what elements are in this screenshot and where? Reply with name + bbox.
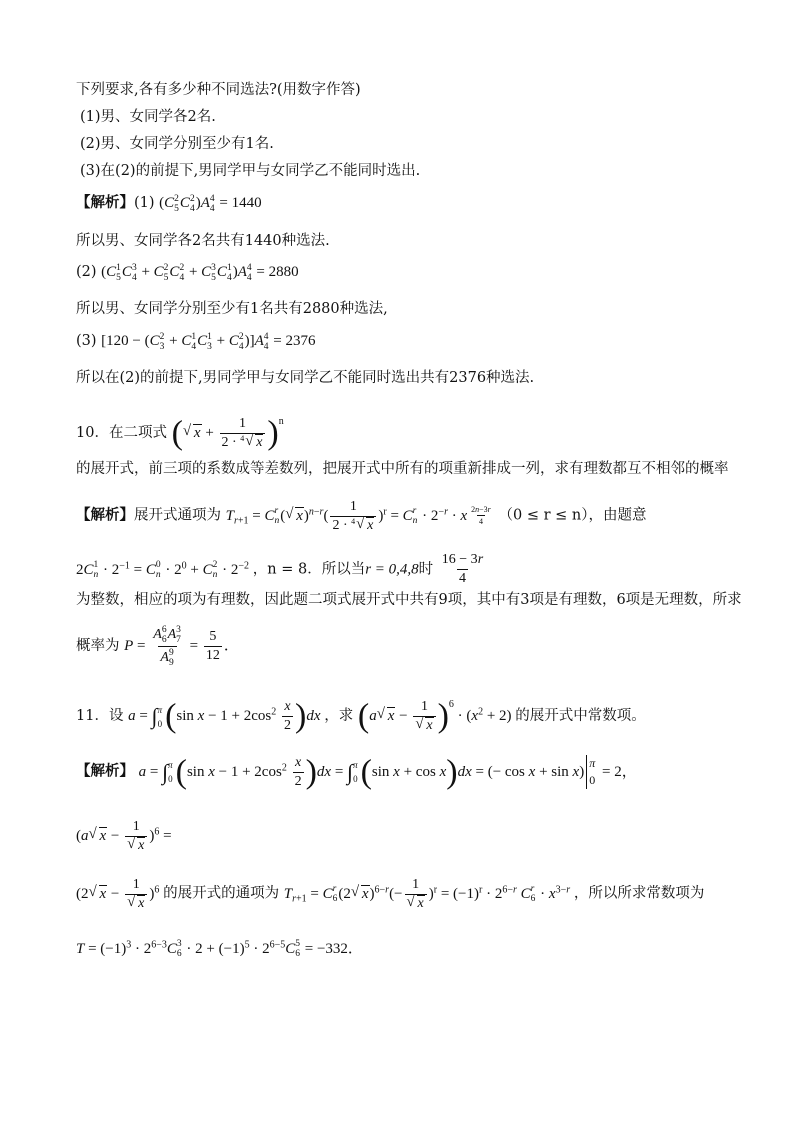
solution-11-final: $T = (-1)^3 \cdot 2^{6-3}C$ 3 6 · $2 + (-1)^5 \cdot 2^{6-5}C$ 5 6 = −332．: [76, 939, 363, 960]
solution-10-general-term-label: 展开式通项为: [134, 507, 221, 524]
question-3: (3)在(2)的前提下,男同学甲与女同学乙不能同时选出.: [80, 163, 421, 179]
solution-10-n-value: ，n = 8．所以当: [252, 561, 366, 578]
problem-11-middle: ，求: [324, 708, 354, 724]
solution-10-line-4: [76, 625, 239, 668]
problem-10-binomial: (√ x + 1 2 · 4 √ x )$^n$: [172, 425, 284, 441]
solution-10-line-1: [76, 495, 647, 533]
solution-11-line-2: [76, 812, 172, 852]
answer-1-prefix: (1): [134, 195, 155, 211]
solution-10-prob-den: 12: [205, 648, 220, 663]
solution-11-line-1: [76, 746, 637, 790]
solution-10-exponent: $\frac{16 - 3r}{4}$: [441, 552, 484, 586]
solution-2-line: [76, 262, 299, 283]
question-1: (1)男、女同学各2名.: [80, 109, 216, 125]
solution-10-condition: （0 ≤ r ≤ n），由题意: [498, 507, 647, 524]
solution-10-when: 时: [418, 561, 434, 578]
problem-11-integral: a = ∫ π 0 (sin $x - 1 + 2\cos^2$ $\frac{x}{2}$ )dx: [128, 697, 321, 735]
solution-10-equation: 2C 1 n · $2^{-1} = C$ 0 n · $2^0 + C$ 2 n · $2^{-2}$: [76, 560, 250, 581]
answer-3-text: 所以在(2)的前提下,男同学甲与女同学乙不能同时选出共有2376种选法.: [76, 370, 535, 386]
answer-3-total: 120: [106, 333, 129, 349]
solution-10-general-term: $T_{r+1} = C$ r n (√ x)$^{n-r}$( 1 2 · 4 √ x )$^r$ = C r n · $2^{-r} \cdot x$ $\frac{2n-3r}{4}$: [226, 508, 499, 524]
answer-3-formula: [120 − (C 2 3 + C 1 4 C 1 3 + C 2 4 )]A 4 4 = 2376: [101, 331, 316, 352]
problem-10-prefix: 在二项式: [108, 425, 167, 441]
solution-11-conclusion-label: ，所以所求常数项为: [573, 885, 705, 902]
problem-11-prefix: 设: [108, 708, 124, 724]
problem-10-number: 10．: [76, 425, 109, 441]
problem-11-expression: (a√ x − 1 √ x )$^6 \cdot (x^2 + 2)$: [358, 708, 515, 724]
intro-text: 下列要求,各有多少种不同选法?(用数字作答): [76, 82, 361, 98]
answer-2-result: 2880: [268, 264, 299, 280]
problem-11-statement: [76, 685, 646, 735]
solution-10-label: 【解析】: [76, 506, 134, 524]
problem-10-statement: [76, 404, 284, 452]
solution-11-binomial: (2√ x − 1 √ x )$^6$: [76, 886, 163, 902]
solution-11-integral: a = ∫ π 0 (sin $x - 1 + 2\cos^2$ $\frac{x}{2}$ )dx = ∫ π 0 (sin x + cos x)dx = (− cos x + sin x) π 0 = 2，: [138, 753, 637, 791]
solution-11-label: 【解析】: [76, 762, 134, 780]
answer-2-text: 所以男、女同学分别至少有1名共有2880种选法,: [76, 301, 388, 317]
solution-1-line: [76, 193, 262, 214]
solution-11-a-value: 2: [614, 763, 622, 780]
solution-10-line-2: [76, 549, 487, 586]
answer-3-prefix: (3): [76, 333, 97, 349]
answer-1-result: 1440: [231, 195, 262, 211]
problem-10-continuation: 的展开式，前三项的系数成等差数列，把展开式中所有的项重新排成一列，求有理数都互不相邻的概率: [76, 461, 729, 477]
solution-11-line-4: [76, 931, 363, 959]
solution-3-line: [76, 331, 316, 352]
solution-11-answer: −332: [316, 940, 348, 957]
answer-3-result: 2376: [285, 333, 316, 349]
solution-10-probability: P = A 6 6 A 3 7 A 9 9 = $\frac{5}{12}$ ．: [124, 625, 239, 668]
answer-2-prefix: (2): [76, 264, 97, 280]
answer-1-formula: (C 2 5 C 2 4 )A 4 4 = 1440: [159, 193, 262, 214]
answer-2-formula: (C 1 5 C 3 4 + C 2 5 C 2 4 + C 3 5 C 1 4 )A 4 4 = 2880: [101, 262, 299, 283]
problem-11-number: 11．: [76, 708, 109, 724]
solution-11-general-term: $T_{r+1} = C$ r 6 (2√ x)$^{6-r}$(− 1 √ x )$^r = (-1)^r \cdot 2^{6-r}$ C r 6 · $x^{3-r}$: [284, 886, 574, 902]
solution-10-prob-num: 5: [209, 629, 217, 644]
solution-label: 【解析】: [76, 194, 134, 211]
question-2: (2)男、女同学分别至少有1名.: [80, 136, 274, 152]
solution-10-r-values: r = 0,4,8: [365, 561, 419, 578]
solution-11-general-term-label: 的展开式的通项为: [163, 885, 280, 902]
problem-11-suffix: 的展开式中常数项。: [515, 708, 646, 724]
solution-10-line-3: 为整数，相应的项为有理数，因此题二项式展开式中共有9项，其中有3项是有理数，6项是无理数，所求: [76, 592, 742, 608]
solution-10-probability-label: 概率为: [76, 637, 120, 654]
solution-11-line-3: [76, 870, 704, 910]
answer-1-text: 所以男、女同学各2名共有1440种选法.: [76, 233, 330, 249]
solution-11-expression: (a√ x − 1 √ x )$^6$ =: [76, 828, 172, 844]
